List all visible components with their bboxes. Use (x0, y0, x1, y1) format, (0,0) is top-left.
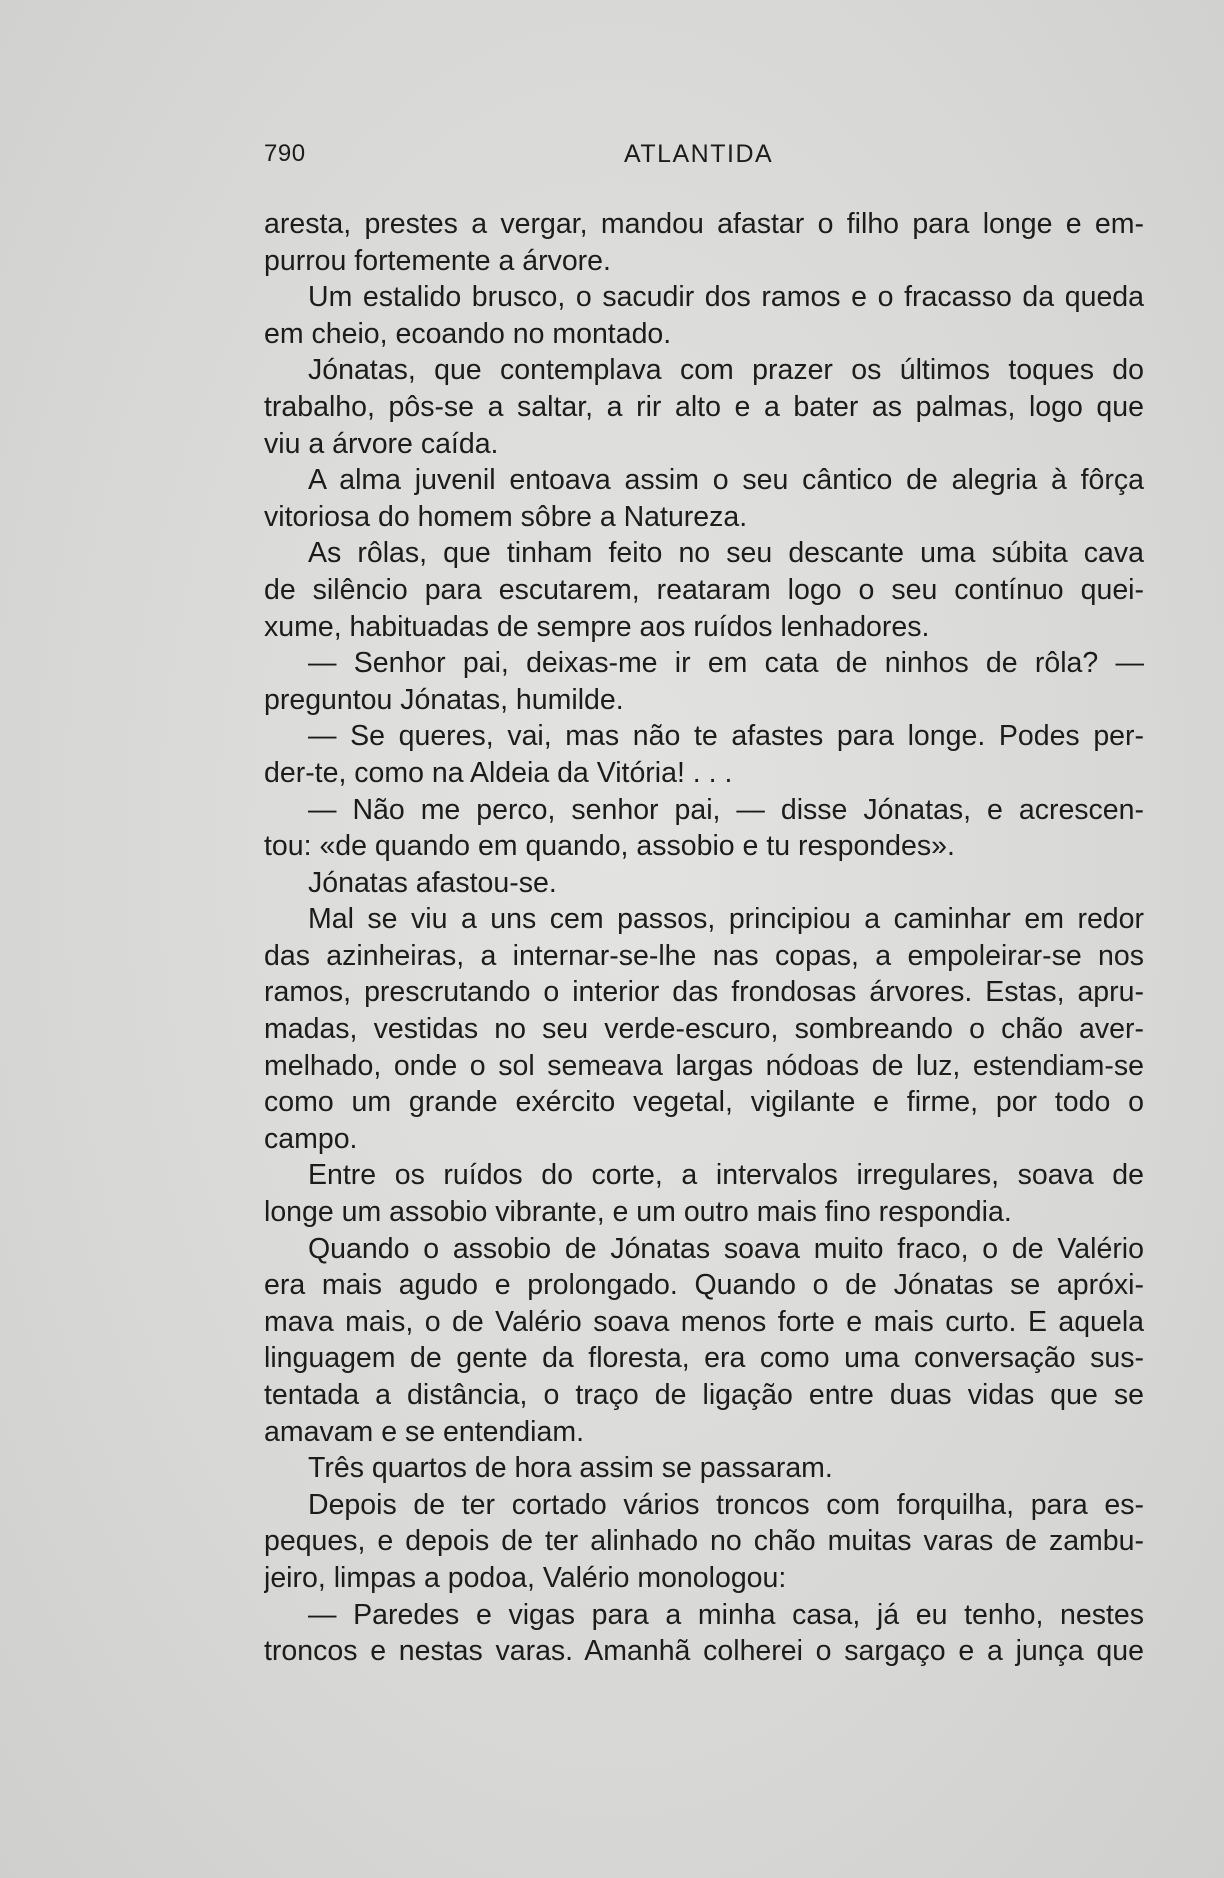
text-line: Jónatas, que contemplava com prazer os últimos toques do (308, 354, 1144, 387)
running-title: ATLANTIDA (624, 140, 774, 168)
text-line: preguntou Jónatas, humilde. (264, 683, 624, 716)
text-line: As rôlas, que tinham feito no seu descante uma súbita cava (308, 537, 1144, 570)
text-line: Mal se viu a uns cem passos, principiou a caminhar em redor (308, 903, 1144, 936)
text-line: de silêncio para escutarem, reataram logo o seu contínuo quei- (264, 573, 1144, 606)
text-line: amavam e se entendiam. (264, 1415, 584, 1448)
text-line: mava mais, o de Valério soava menos forte e mais curto. E aquela (264, 1305, 1144, 1338)
text-line: aresta, prestes a vergar, mandou afastar o filho para longe e em- (264, 208, 1144, 240)
text-line: tou: «de quando em quando, assobio e tu respondes». (264, 830, 955, 863)
text-line: linguagem de gente da floresta, era como uma conversação sus- (264, 1342, 1144, 1375)
text-line: — Não me perco, senhor pai, — disse Jónatas, e acrescen- (308, 793, 1144, 826)
text-line: Entre os ruídos do corte, a intervalos irregulares, soava de (308, 1159, 1144, 1192)
text-line: vitoriosa do homem sôbre a Natureza. (264, 500, 748, 533)
text-line: — Se queres, vai, mas não te afastes para longe. Podes per- (308, 720, 1144, 753)
text-line: Um estalido brusco, o sacudir dos ramos e o fracasso da queda (308, 281, 1144, 314)
text-line: — Paredes e vigas para a minha casa, já eu tenho, nestes (308, 1598, 1144, 1631)
text-line: madas, vestidas no seu verde-escuro, sombreando o chão aver- (264, 1013, 1144, 1046)
text-line: troncos e nestas varas. Amanhã colherei o sargaço e a junça que (264, 1635, 1144, 1668)
text-line: em cheio, ecoando no montado. (264, 317, 672, 350)
text-line: campo. (264, 1122, 358, 1155)
text-line: Jónatas afastou-se. (308, 866, 557, 899)
text-line: purrou fortemente a árvore. (264, 244, 611, 277)
page-header (264, 140, 1140, 176)
text-line: A alma juvenil entoava assim o seu cântico de alegria à fôrça (308, 464, 1144, 497)
text-line: viu a árvore caída. (264, 427, 499, 460)
text-line: melhado, onde o sol semeava largas nódoas de luz, estendiam-se (264, 1049, 1144, 1082)
text-line: — Senhor pai, deixas-me ir em cata de ninhos de rôla? — (308, 647, 1144, 680)
text-line: xume, habituadas de sempre aos ruídos lenhadores. (264, 610, 930, 643)
text-line: peques, e depois de ter alinhado no chão muitas varas de zambu- (264, 1525, 1144, 1558)
text-line: Depois de ter cortado vários troncos com forquilha, para es- (308, 1488, 1144, 1521)
body-text (264, 206, 1144, 1670)
text-line: trabalho, pôs-se a saltar, a rir alto e a bater as palmas, logo que (264, 390, 1144, 423)
text-line: longe um assobio vibrante, e um outro mais fino respondia. (264, 1196, 1012, 1229)
text-line: der-te, como na Aldeia da Vitória! . . . (264, 756, 733, 789)
text-line: ramos, prescrutando o interior das frondosas árvores. Estas, apru- (264, 976, 1144, 1009)
text-line: Três quartos de hora assim se passaram. (308, 1452, 833, 1485)
text-line: tentada a distância, o traço de ligação entre duas vidas que se (264, 1379, 1144, 1411)
text-line: era mais agudo e prolongado. Quando o de Jónatas se apróxi- (264, 1269, 1144, 1302)
text-line: como um grande exército vegetal, vigilante e firme, por todo o (264, 1086, 1144, 1119)
text-line: das azinheiras, a internar-se-lhe nas copas, a empoleirar-se nos (264, 939, 1144, 972)
text-line: Quando o assobio de Jónatas soava muito fraco, o de Valério (308, 1232, 1144, 1265)
page-number: 790 (264, 140, 306, 167)
text-line: jeiro, limpas a podoa, Valério monologou: (264, 1561, 787, 1594)
